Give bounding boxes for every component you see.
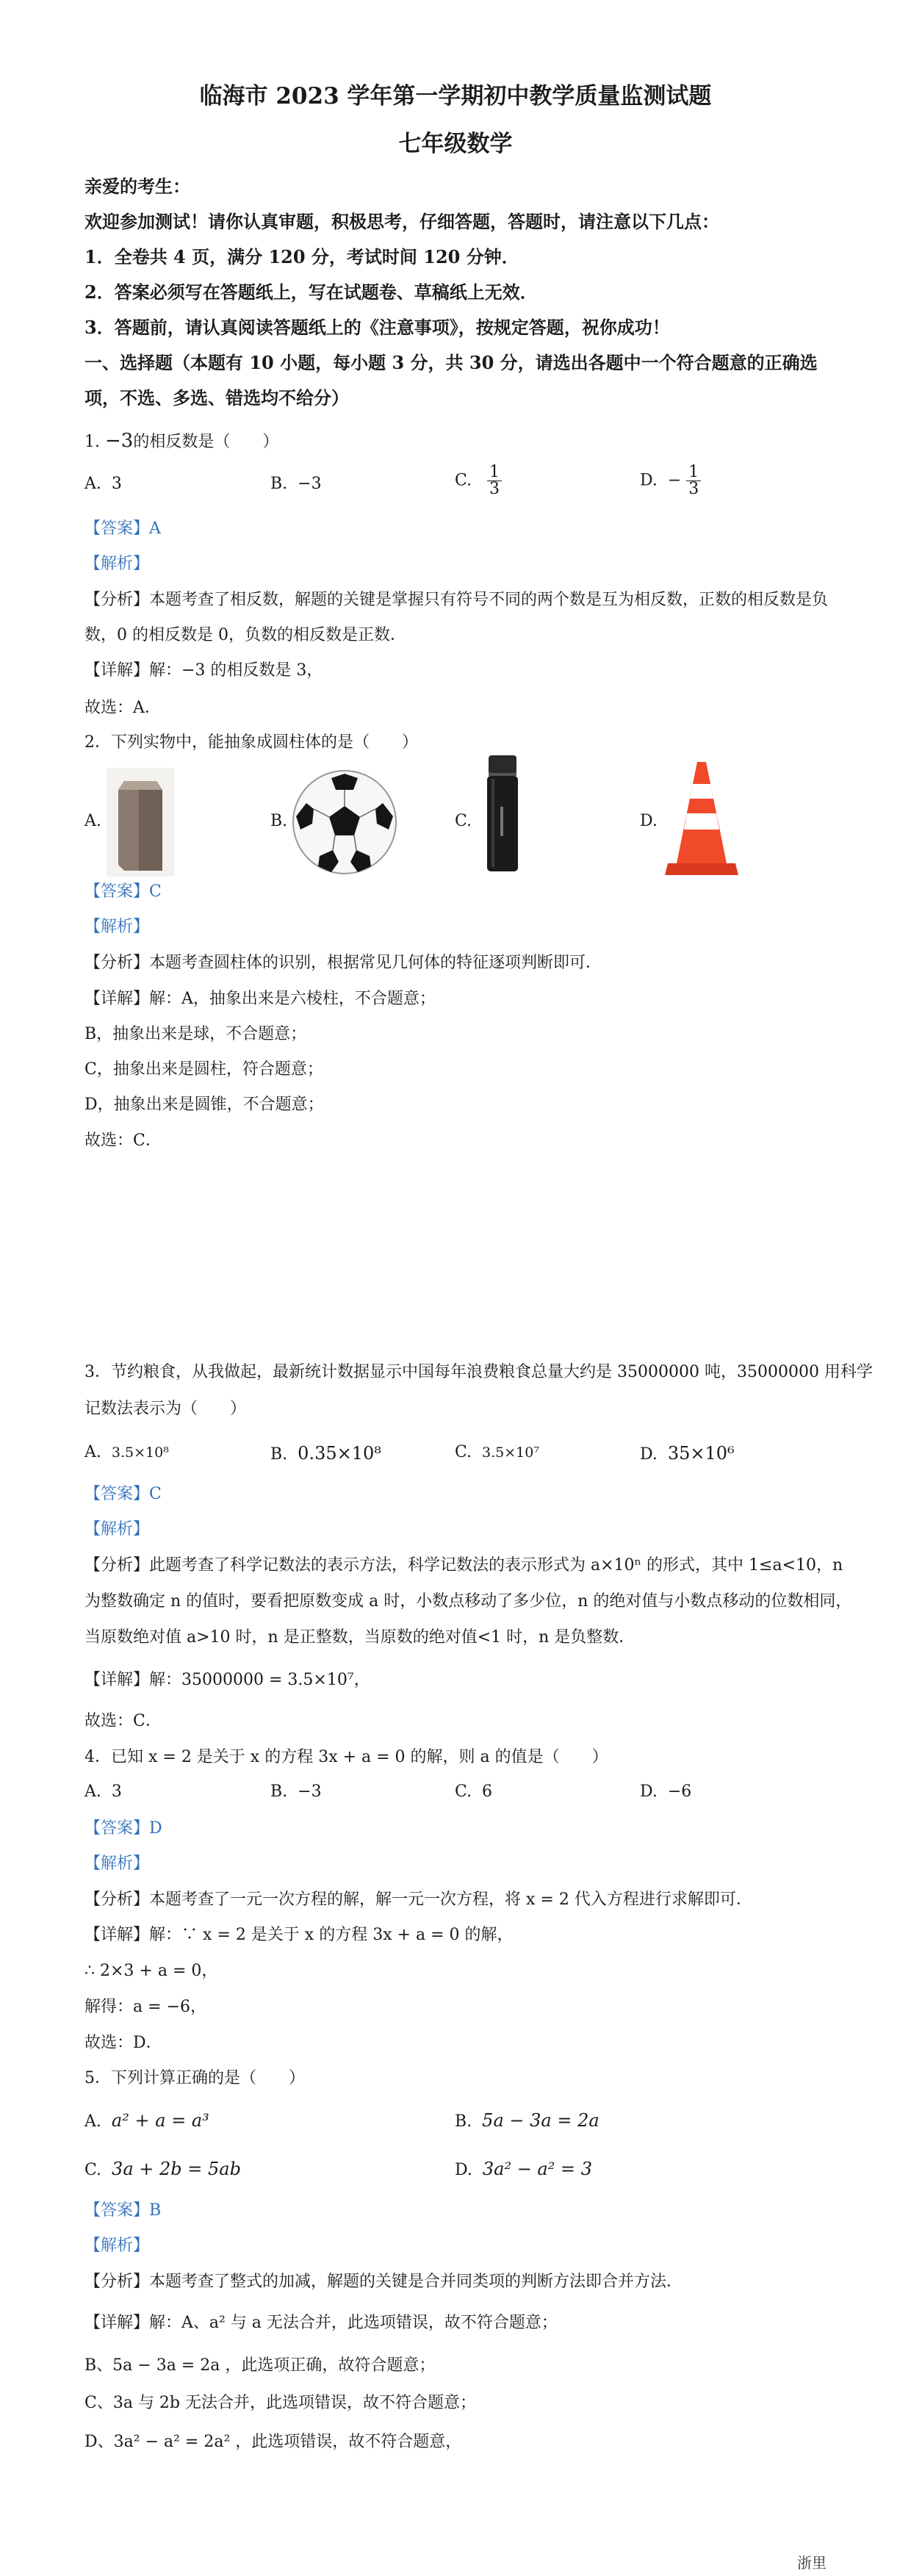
q1-option-a: A. 3 (84, 475, 122, 493)
q3-answer: 【答案】C (84, 1485, 162, 1503)
note-3: 3．答题前，请认真阅读答题纸上的《注意事项》，按规定答题，祝你成功！ (84, 317, 670, 338)
q4-jiexi: 【解析】 (84, 1854, 150, 1873)
q2-answer: 【答案】C (84, 882, 162, 901)
q1-option-c: C. $\frac{1}{3}$ (455, 464, 502, 497)
q3-detail: 【详解】解：35000000 = 3.5×10⁷， (84, 1671, 370, 1689)
q2-conclusion: 故选：C． (84, 1132, 162, 1150)
q5-line-b: B、5a − 3a = 2a ，此选项正确，故符合题意； (84, 2356, 436, 2375)
q4-detail: 【详解】解：∵ x = 2 是关于 x 的方程 3x + a = 0 的解， (84, 1926, 514, 1944)
q4-option-d: D. −6 (640, 1782, 692, 1801)
q1-option-b: B. −3 (270, 475, 322, 493)
q2-option-d-label: D. (640, 812, 658, 830)
q2-option-b-label: B. (270, 812, 288, 830)
traffic-cone-image (665, 760, 738, 877)
q3-analysis-line1: 【分析】此题考查了科学记数法的表示方法，科学记数法的表示形式为 a×10ⁿ 的形式，其中 1≤a<10，n (84, 1556, 843, 1575)
q1-stem-text: 的相反数是（ ） (133, 433, 279, 451)
q2-detail: 【详解】解：A，抽象出来是六棱柱，不合题意； (84, 990, 436, 1008)
q4-stem: 4．已知 x = 2 是关于 x 的方程 3x + a = 0 的解，则 a 的值是（ ） (84, 1748, 608, 1766)
soccer-ball-image (290, 768, 399, 877)
q1-stem (84, 430, 278, 453)
q1-d-fraction: $\frac{1}{3}$ (686, 464, 701, 497)
q5-option-d: D. 3a² − a² = 3 (455, 2159, 592, 2179)
exam-subtitle: 七年级数学 (398, 131, 513, 157)
q5-detail: 【详解】解：A、a² 与 a 无法合并，此选项错误，故不符合题意； (84, 2314, 558, 2332)
q3-option-c: C. 3.5×10⁷ (455, 1443, 539, 1461)
q1-option-d: D. − $\frac{1}{3}$ (640, 464, 701, 497)
q5-line-d: D、3a² − a² = 2a² ，此选项错误，故不符合题意， (84, 2433, 462, 2451)
q4-option-b: B. −3 (270, 1782, 322, 1801)
q4-step2: 解得：a = −6， (84, 1998, 206, 2016)
q4-conclusion: 故选：D． (84, 2034, 162, 2052)
q3-stem-line2: 记数法表示为（ ） (84, 1400, 247, 1418)
q1-expr: −3 (105, 430, 134, 452)
q2-option-c-label: C. (455, 812, 472, 830)
q2-line-c: C，抽象出来是圆柱，符合题意； (84, 1060, 323, 1079)
q3-analysis-line2: 为整数确定 n 的值时，要看把原数变成 a 时，小数点移动了多少位，n 的绝对值与小数点移动的位数相同， (84, 1592, 852, 1611)
q3-option-a: A. 3.5×10⁸ (84, 1443, 169, 1461)
q2-line-b: B，抽象出来是球，不合题意； (84, 1025, 307, 1043)
thermos-bottle-image (481, 755, 524, 873)
hexagonal-prism-image (107, 768, 174, 877)
q5-line-c: C、3a 与 2b 无法合并，此选项错误，故不符合题意； (84, 2394, 477, 2412)
q4-option-a: A. 3 (84, 1782, 122, 1801)
q2-option-a-label: A. (84, 812, 101, 830)
q1-jiexi: 【解析】 (84, 555, 150, 573)
q2-line-d: D，抽象出来是圆锥，不合题意； (84, 1095, 324, 1114)
q1-detail: 【详解】解：−3 的相反数是 3， (84, 661, 323, 680)
section-heading-line1: 一、选择题（本题有 10 小题，每小题 3 分，共 30 分，请选出各题中一个符合题意的正确选 (84, 352, 818, 373)
note-1: 1．全卷共 4 页，满分 120 分，考试时间 120 分钟． (84, 246, 519, 267)
note-2: 2．答案必须写在答题纸上，写在试题卷、草稿纸上无效． (84, 281, 538, 303)
q3-stem-line1: 3．节约粮食，从我做起，最新统计数据显示中国每年浪费粮食总量大约是 35000000 吨，35000000 用科学 (84, 1363, 873, 1381)
q5-option-a: A. a² + a = a³ (84, 2110, 209, 2131)
q1-c-fraction: $\frac{1}{3}$ (487, 464, 502, 497)
q3-analysis-line3: 当原数绝对值 a>10 时，n 是正整数，当原数的绝对值<1 时，n 是负整数． (84, 1628, 635, 1647)
q4-step1: ∴ 2×3 + a = 0， (84, 1962, 218, 1980)
q2-jiexi: 【解析】 (84, 918, 150, 936)
q2-analysis: 【分析】本题考查圆柱体的识别，根据常见几何体的特征逐项判断即可． (84, 954, 602, 972)
q1-analysis-line1: 【分析】本题考查了相反数，解题的关键是掌握只有符号不同的两个数是互为相反数，正数的相反数是负 (84, 591, 829, 609)
q1-answer: 【答案】A (84, 519, 161, 538)
greeting: 亲爱的考生： (84, 176, 190, 197)
q4-answer: 【答案】D (84, 1819, 162, 1838)
q4-option-c: C. 6 (455, 1782, 493, 1801)
welcome-text: 欢迎参加测试！请你认真审题，积极思考，仔细答题，答题时，请注意以下几点： (84, 211, 719, 232)
q3-conclusion: 故选：C． (84, 1712, 162, 1730)
q1-analysis-line2: 数，0 的相反数是 0，负数的相反数是正数． (84, 626, 406, 644)
q3-option-d: D. 35×10⁶ (640, 1443, 735, 1464)
q5-answer: 【答案】B (84, 2201, 162, 2220)
q1-number: 1. (84, 433, 100, 451)
q4-analysis: 【分析】本题考查了一元一次方程的解，解一元一次方程，将 x = 2 代入方程进行求解即可． (84, 1890, 752, 1909)
footer-mark: 浙里 (797, 2554, 827, 2572)
section-heading-line2: 项，不选、多选、错选均不给分） (84, 387, 349, 409)
q3-jiexi: 【解析】 (84, 1520, 150, 1539)
q1-conclusion: 故选：A． (84, 699, 161, 717)
q3-option-b: B. 0.35×10⁸ (270, 1443, 381, 1464)
q5-analysis: 【分析】本题考查了整式的加减，解题的关键是合并同类项的判断方法即合并方法． (84, 2273, 683, 2291)
q5-option-b: B. 5a − 3a = 2a (455, 2110, 599, 2131)
q2-stem: 2．下列实物中，能抽象成圆柱体的是（ ） (84, 733, 418, 752)
q5-option-c: C. 3a + 2b = 5ab (84, 2159, 241, 2179)
q5-jiexi: 【解析】 (84, 2237, 150, 2255)
exam-title: 临海市 2023 学年第一学期初中教学质量监测试题 (199, 83, 712, 109)
q5-stem: 5．下列计算正确的是（ ） (84, 2069, 305, 2087)
